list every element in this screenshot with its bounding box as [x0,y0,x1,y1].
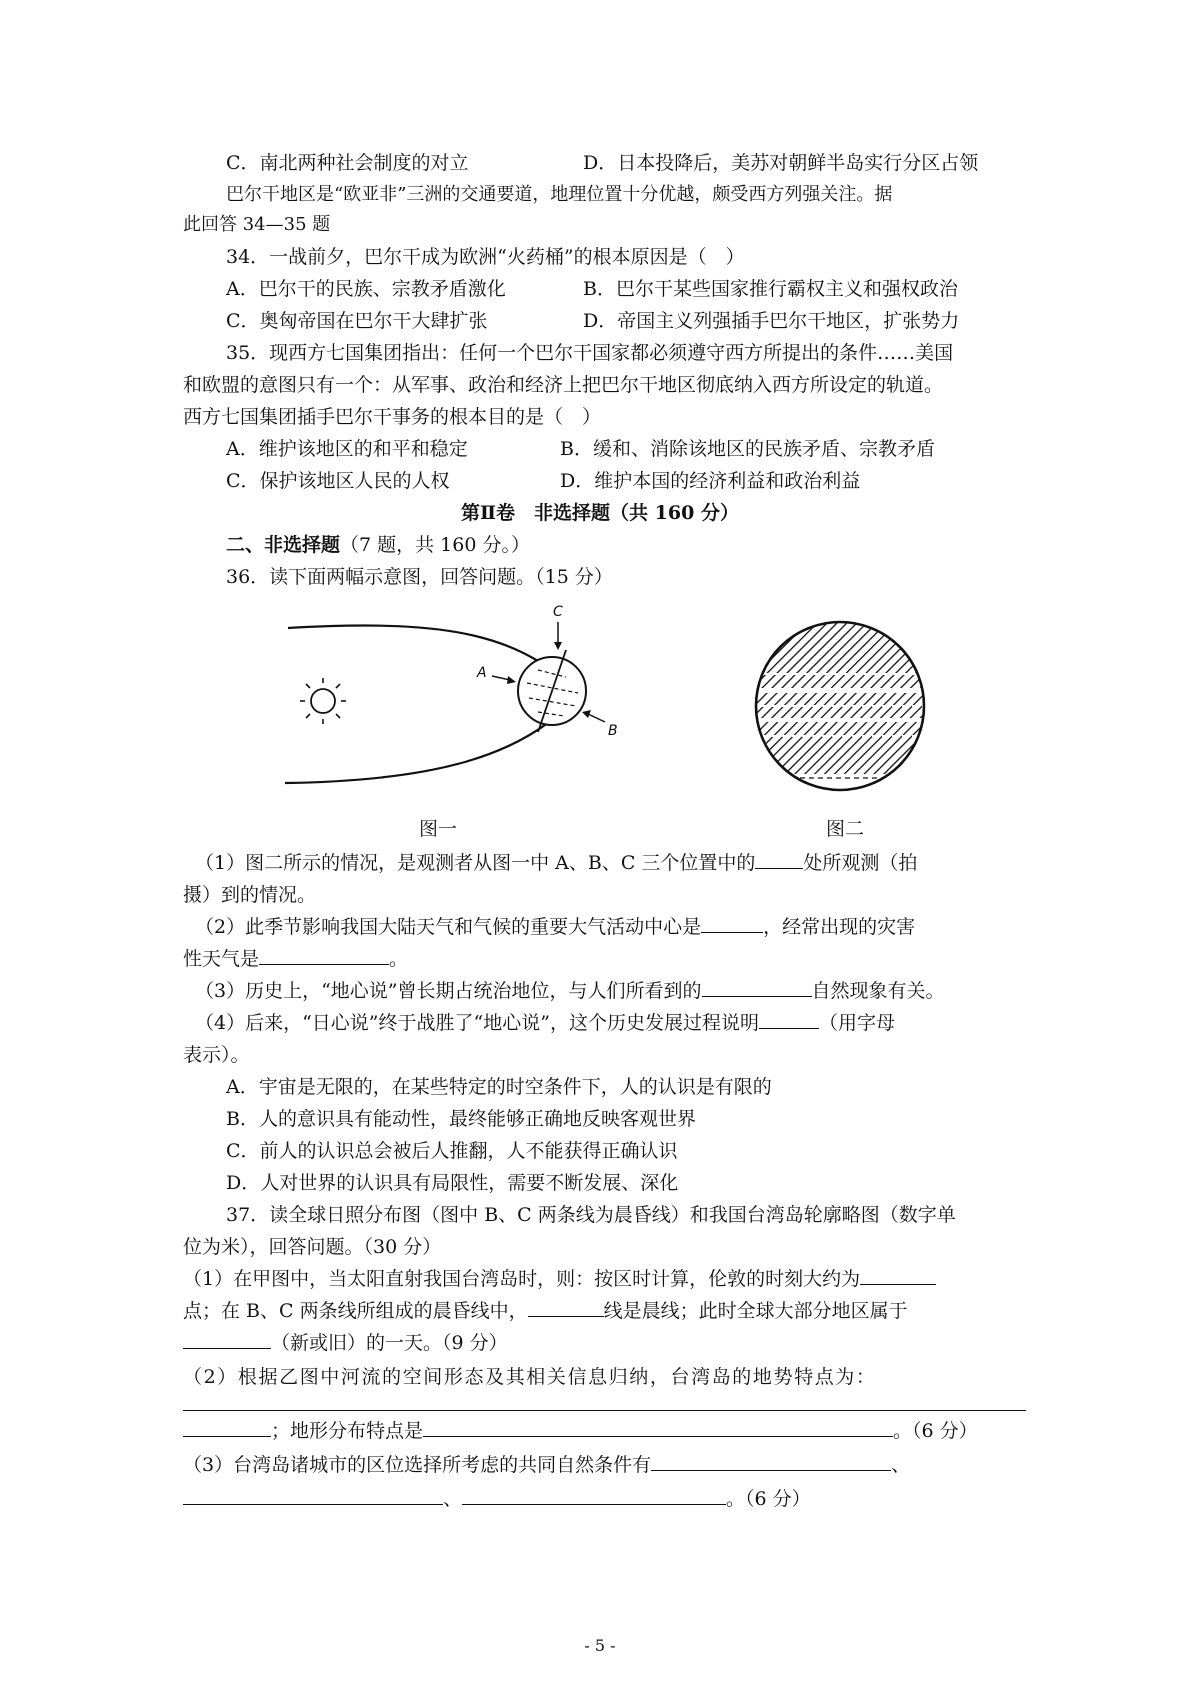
q37-part2-answer-line[interactable] [183,1410,1026,1411]
q37-part1-line1 [183,1266,936,1292]
earth-icon [518,650,586,732]
q37-part2-line1: （2）根据乙图中河流的空间形态及其相关信息归纳，台湾岛的地势特点为： [183,1366,877,1388]
q36-figure-1-caption: 图一 [419,818,458,840]
q37-part1-blank-1[interactable] [860,1266,936,1285]
q37-part2-blank-1[interactable] [183,1418,271,1437]
q34-stem: 34．一战前夕，巴尔干成为欧洲“火药桶”的根本原因是（ ） [226,246,745,268]
q36-option-d: D．人对世界的认识具有局限性，需要不断发展、深化 [226,1172,679,1194]
q33-option-c: C．南北两种社会制度的对立 [226,152,469,174]
q36-part2-text-c: 性天气是 [183,948,260,970]
sun-icon [300,678,346,724]
q37-part2-line2 [183,1418,978,1444]
q37-part2-blank-2[interactable] [423,1418,893,1437]
q35-line2: 和欧盟的意图只有一个：从军事、政治和经济上把巴尔干地区彻底纳入西方所设定的轨道。 [183,374,944,396]
q33-option-d: D．日本投降后，美苏对朝鲜半岛实行分区占领 [583,152,979,174]
q37-part2-text-b: ；地形分布特点是 [271,1420,424,1442]
q37-part3-text-c: 、 [443,1488,463,1510]
q36-part2-text-b: ，经常出现的灾害 [763,916,916,938]
q36-part4-line2: 表示）。 [183,1044,250,1066]
arrow-b [588,714,605,722]
q36-part1-line2: 摄）到的情况。 [183,884,317,906]
q37-part1-text-d: （新或旧）的一天。（9 分） [271,1332,508,1354]
q36-figure-1 [280,598,670,803]
q37-part1-text-b: 点；在 B、C 两条线所组成的晨昏线中， [183,1300,528,1322]
q37-part3-blank-2[interactable] [183,1486,443,1505]
q36-part3-line [195,978,945,1004]
q37-part1-line3 [183,1330,508,1356]
section2-heading-rest: （7 题，共 160 分。） [340,534,530,556]
intro-34-35-line2: 此回答 34—35 题 [183,214,331,235]
q37-line1: 37．读全球日照分布图（图中 B、C 两条线为晨昏线）和我国台湾岛轮廓略图（数字单 [226,1204,956,1226]
label-a: A [477,665,487,681]
q37-part1-blank-2[interactable] [528,1298,604,1317]
q36-part3-text-b: 自然现象有关。 [811,980,945,1002]
section2-heading [226,532,530,558]
q36-part2-blank-1[interactable] [701,914,763,933]
arrow-c-head [554,642,562,650]
q36-part4-text-b: （用字母 [818,1012,895,1034]
q37-part1-text-a: （1）在甲图中，当太阳直射我国台湾岛时，则：按区时计算，伦敦的时刻大约为 [183,1268,861,1290]
q36-part1-text-a: （1）图二所示的情况，是观测者从图一中 A、B、C 三个位置中的 [195,852,756,874]
q36-part1-blank[interactable] [755,850,803,869]
q34-option-b: B．巴尔干某些国家推行霸权主义和强权政治 [583,278,958,300]
q37-part2-text-c: 。（6 分） [893,1420,978,1442]
q36-option-b: B．人的意识具有能动性，最终能够正确地反映客观世界 [226,1108,696,1130]
q35-option-a: A．维护该地区的和平和稳定 [226,438,468,460]
q37-part1-text-c: 线是晨线；此时全球大部分地区属于 [603,1300,908,1322]
section2-heading-bold: 二、非选择题 [226,534,341,556]
q35-option-d: D．维护本国的经济利益和政治利益 [560,470,861,492]
q36-part1-line1 [195,850,917,876]
q36-part2-blank-2[interactable] [259,946,389,965]
q37-line2: 位为米），回答问题。（30 分） [183,1236,442,1258]
q37-part3-line2 [183,1486,811,1512]
q35-line3: 西方七国集团插手巴尔干事务的根本目的是（ ） [183,406,602,428]
q36-stem: 36．读下面两幅示意图，回答问题。（15 分） [226,566,613,588]
q36-part2-line1 [195,914,915,940]
q36-part4-blank[interactable] [759,1010,819,1029]
q36-part2-text-a: （2）此季节影响我国大陆天气和气候的重要大气活动中心是 [195,916,702,938]
section2-title: 第Ⅱ卷 非选择题（共 160 分） [461,502,739,524]
q37-part3-blank-1[interactable] [651,1452,891,1471]
arrow-a-head [507,676,516,684]
q36-part3-text-a: （3）历史上，“地心说”曾长期占统治地位，与人们所看到的 [195,980,702,1002]
q37-part3-text-a: （3）台湾岛诸城市的区位选择所考虑的共同自然条件有 [183,1454,652,1476]
q34-option-c: C．奥匈帝国在巴尔干大肆扩张 [226,310,488,332]
q37-part1-line2 [183,1298,908,1324]
q36-part2-text-d: 。 [389,948,409,970]
q36-option-c: C．前人的认识总会被后人推翻，人不能获得正确认识 [226,1140,678,1162]
q37-part3-text-d: 。（6 分） [726,1488,811,1510]
q36-part4-text-a: （4）后来，“日心说”终于战胜了“地心说”，这个历史发展过程说明 [195,1012,759,1034]
q36-option-a: A．宇宙是无限的，在某些特定的时空条件下，人的认识是有限的 [226,1076,772,1098]
q37-part3-text-b: 、 [891,1454,911,1476]
q36-part1-text-b: 处所观测（拍 [803,852,918,874]
q34-option-d: D．帝国主义列强插手巴尔干地区，扩张势力 [583,310,960,332]
q37-part3-blank-3[interactable] [462,1486,726,1505]
label-c: C [553,604,563,620]
q36-part3-blank[interactable] [702,978,812,997]
q36-part2-line2 [183,946,408,972]
intro-34-35-line1: 巴尔干地区是“欧亚非”三洲的交通要道，地理位置十分优越，颇受西方列强关注。据 [226,184,893,205]
page-number: - 5 - [584,1636,616,1655]
q35-option-c: C．保护该地区人民的人权 [226,470,450,492]
q36-figure-2 [752,618,928,794]
q36-part4-line1 [195,1010,895,1036]
arrow-a [492,676,510,680]
q35-line1: 35．现西方七国集团指出：任何一个巴尔干国家都必须遵守西方所提出的条件……美国 [226,342,954,364]
q34-option-a: A．巴尔干的民族、宗教矛盾激化 [226,278,506,300]
q37-part3-line1 [183,1452,910,1478]
q36-figure-2-caption: 图二 [826,818,865,840]
label-b: B [608,723,618,739]
q35-option-b: B．缓和、消除该地区的民族矛盾、宗教矛盾 [560,438,935,460]
q37-part1-blank-3[interactable] [183,1330,271,1349]
